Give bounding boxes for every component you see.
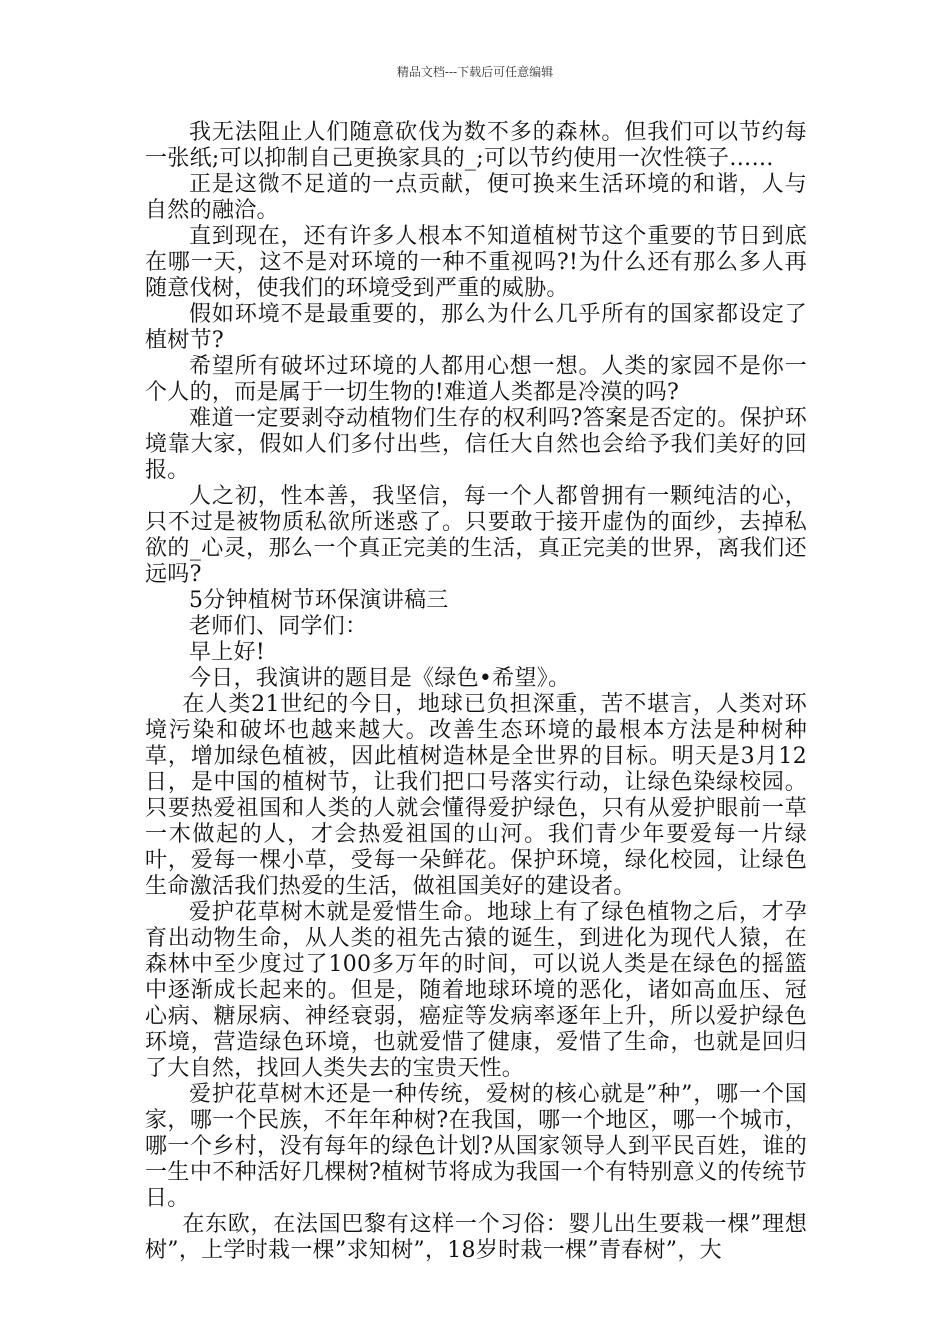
- paragraph: 在人类21世纪的今日，地球已负担深重，苦不堪言，人类对环境污染和破坏也越来越大。改善生态环境的最根本方法是种树种草，增加绿色植被，因此植树造林是全世界的目标。明天是3月12日，是中国的植树节，让我们把口号落实行动，让绿色染绿校园。只要热爱祖国和人类的人就会懂得爱护绿色，只有从爱护眼前一草一木做起的人，才会热爱祖国的山河。我们青少年要爱每一片绿叶，爱每一棵小草，受每一朵鲜花。保护环境，绿化校园，让绿色生命激活我们热爱的生活，做祖国美好的建设者。: [145, 692, 807, 899]
- paragraph: 今日，我演讲的题目是《绿色•希望》。: [189, 666, 571, 691]
- paragraph: 难道一定要剥夺动植物们生存的权利吗?答案是否定的。保护环境靠大家，假如人们多付出些，信任大自然也会给予我们美好的回报。: [145, 406, 807, 483]
- paragraph: 希望所有破坏过环境的人都用心想一想。人类的家园不是你一个人的，而是属于一切生物的!难道人类都是冷漠的吗?: [145, 354, 807, 405]
- greeting: 早上好!: [189, 640, 266, 665]
- paragraph: 爱护花草树木还是一种传统，爱树的核心就是”种”，哪一个国家，哪一个民族，不年年种树?在我国，哪一个地区，哪一个城市，哪一个乡村，没有每年的绿色计划?从国家领导人到平民百姓，谁的一生中不种活好几棵树?植树节将成为我国一个有特别意义的传统节日。: [145, 1082, 807, 1211]
- salutation: 老师们、同学们：: [189, 614, 368, 639]
- document-body: [145, 120, 807, 1264]
- paragraph: 爱护花草树木就是爱惜生命。地球上有了绿色植物之后，才孕育出动物生命，从人类的祖先古猿的诞生，到进化为现代人猿，在森林中至少度过了100多万年的时间，可以说人类是在绿色的摇篮中逐渐成长起来的。但是，随着地球环境的恶化，诸如高血压、冠心病、糖尿病、神经衰弱，癌症等发病率逐年上升，所以爱护绿色环境，营造绿色环境，也就爱惜了健康，爱惜了生命，也就是回归了大自然，找回人类失去的宝贵天性。: [145, 900, 807, 1081]
- paragraph: 假如环境不是最重要的，那么为什么几乎所有的国家都设定了植树节?: [145, 302, 807, 353]
- paragraph: 正是这微不足道的一点贡献，便可换来生活环境的和谐，人与自然的融洽。: [145, 172, 807, 223]
- paragraph: 在东欧，在法国巴黎有这样一个习俗：婴儿出生要栽一棵”理想树”，上学时栽一棵”求知树”，18岁时栽一棵”青春树”，大: [145, 1212, 807, 1263]
- paragraph: 人之初，性本善，我坚信，每一个人都曾拥有一颗纯洁的心，只不过是被物质私欲所迷惑了。只要敢于接开虚伪的面纱，去掉私欲的_心灵，那么一个真正完美的生活，真正完美的世界，离我们还远吗?: [145, 484, 807, 587]
- section-title: 5分钟植树节环保演讲稿三: [189, 588, 449, 613]
- page-header: 精品文档---下载后可任意编辑: [396, 65, 554, 79]
- paragraph: 直到现在，还有许多人根本不知道植树节这个重要的节日到底在哪一天，这不是对环境的一种不重视吗?!为什么还有那么多人再随意伐树，使我们的环境受到严重的威胁。: [145, 224, 807, 301]
- paragraph: 我无法阻止人们随意砍伐为数不多的森林。但我们可以节约每一张纸;可以抑制自己更换家具的_;可以节约使用一次性筷子……: [145, 120, 807, 171]
